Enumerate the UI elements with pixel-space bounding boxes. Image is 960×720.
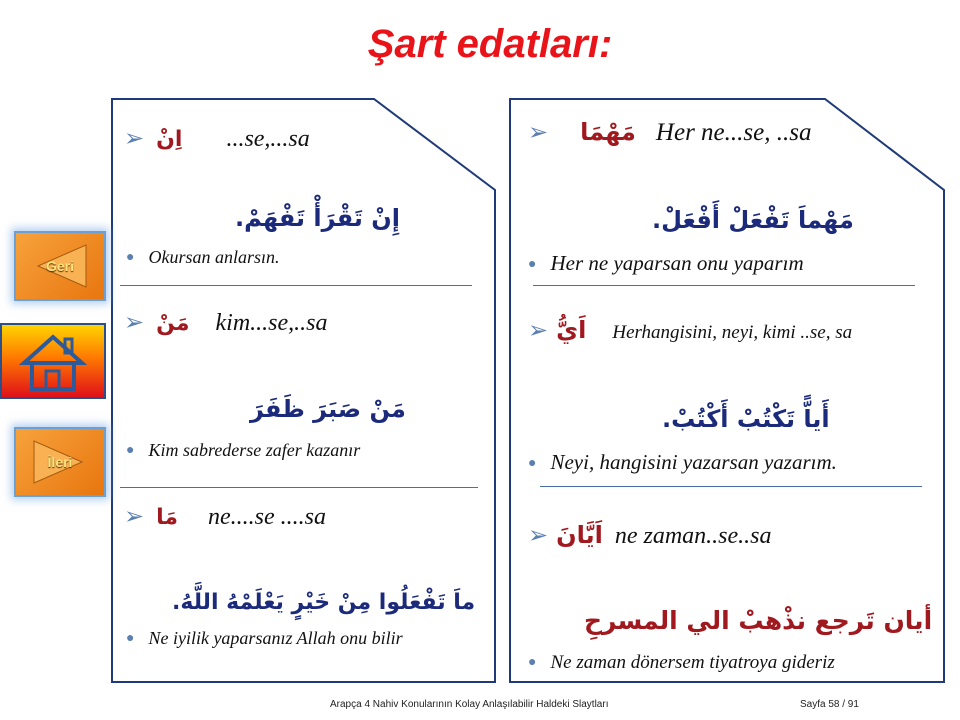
right-panel-frame: [510, 99, 944, 682]
particle-ma: مَا: [156, 505, 178, 530]
home-button[interactable]: [0, 323, 106, 399]
meaning-text: Ne iyilik yaparsanız Allah onu bilir: [148, 628, 403, 648]
example-arabic: أَياًّ تَكْتُبْ أَكْتُبْ.: [662, 405, 830, 433]
particle-translation: ne zaman..se..sa: [614, 523, 772, 549]
slide-title: Şart edatları:: [367, 22, 613, 66]
arrow-bullet-icon: ➢: [124, 308, 145, 336]
particle-translation: ...se,...sa: [226, 126, 310, 152]
arrow-bullet-icon: ➢: [528, 316, 549, 344]
example-meaning: [528, 251, 804, 276]
example-meaning: [126, 440, 360, 461]
home-icon: [2, 325, 104, 397]
particle-translation: kim...se,..sa: [215, 310, 328, 336]
meaning-text: Her ne yaparsan onu yaparım: [550, 251, 804, 275]
bullet-icon: ●: [126, 250, 135, 265]
left-section-2-header: [124, 308, 328, 337]
separator: [120, 285, 472, 286]
example-arabic: مَهْماَ تَفْعَلْ أَفْعَلْ.: [652, 206, 854, 234]
meaning-text: Okursan anlarsın.: [148, 247, 280, 267]
example-meaning: [528, 652, 835, 674]
bullet-icon: ●: [528, 655, 537, 670]
right-section-3-header: [528, 521, 772, 550]
example-meaning: [126, 247, 279, 268]
particle-men: مَنْ: [156, 311, 190, 336]
arrow-bullet-icon: ➢: [528, 118, 549, 146]
forward-label: İleri: [47, 454, 73, 470]
example-arabic: أيان تَرجع نذْهبْ الي المسرحِ: [584, 606, 933, 635]
particle-translation: Her ne...se, ..sa: [655, 119, 812, 146]
separator: [533, 285, 915, 286]
particle-in: اِنْ: [156, 127, 183, 152]
example-meaning: [126, 628, 403, 649]
bullet-icon: ●: [528, 257, 537, 272]
bullet-icon: ●: [126, 443, 135, 458]
particle-translation: Herhangisini, neyi, kimi ..se, sa: [612, 322, 853, 343]
meaning-text: Neyi, hangisini yazarsan yazarım.: [550, 450, 837, 474]
arrow-bullet-icon: ➢: [124, 502, 145, 530]
meaning-text: Ne zaman dönersem tiyatroya gideriz: [550, 652, 835, 673]
arrow-bullet-icon: ➢: [124, 124, 145, 152]
right-section-2-header: [528, 316, 852, 344]
separator: [120, 487, 478, 488]
right-section-1-header: [528, 118, 811, 147]
particle-eyyu: اَيُّ: [556, 316, 587, 344]
left-section-1-header: [124, 124, 310, 153]
separator: [540, 486, 922, 487]
example-arabic: مَنْ صَبَرَ ظَفَرَ: [250, 395, 406, 423]
arrow-bullet-icon: ➢: [528, 521, 549, 549]
footer-course-title: Arapça 4 Nahiv Konularının Kolay Anlaşılabilir Haldeki Slaytları: [330, 699, 609, 710]
bullet-icon: ●: [126, 631, 135, 646]
meaning-text: Kim sabrederse zafer kazanır: [148, 440, 361, 460]
example-arabic: إِنْ تَقْرَأْ تَفْهَمْ.: [235, 204, 400, 232]
example-meaning: [528, 450, 837, 475]
left-section-3-header: [124, 502, 326, 531]
example-arabic: ماَ تَفْعَلُوا مِنْ خَيْرٍ يَعْلَمْهُ اللَّهُ.: [172, 590, 476, 615]
footer-page-number: Sayfa 58 / 91: [800, 699, 859, 710]
back-label: Geri: [45, 258, 74, 274]
particle-eyyane: اَيَّانَ: [556, 521, 603, 549]
forward-button[interactable]: [14, 427, 106, 497]
bullet-icon: ●: [528, 456, 537, 471]
particle-translation: ne....se ....sa: [208, 504, 326, 530]
particle-mehma: مَهْمَا: [580, 118, 636, 146]
back-button[interactable]: [14, 231, 106, 301]
